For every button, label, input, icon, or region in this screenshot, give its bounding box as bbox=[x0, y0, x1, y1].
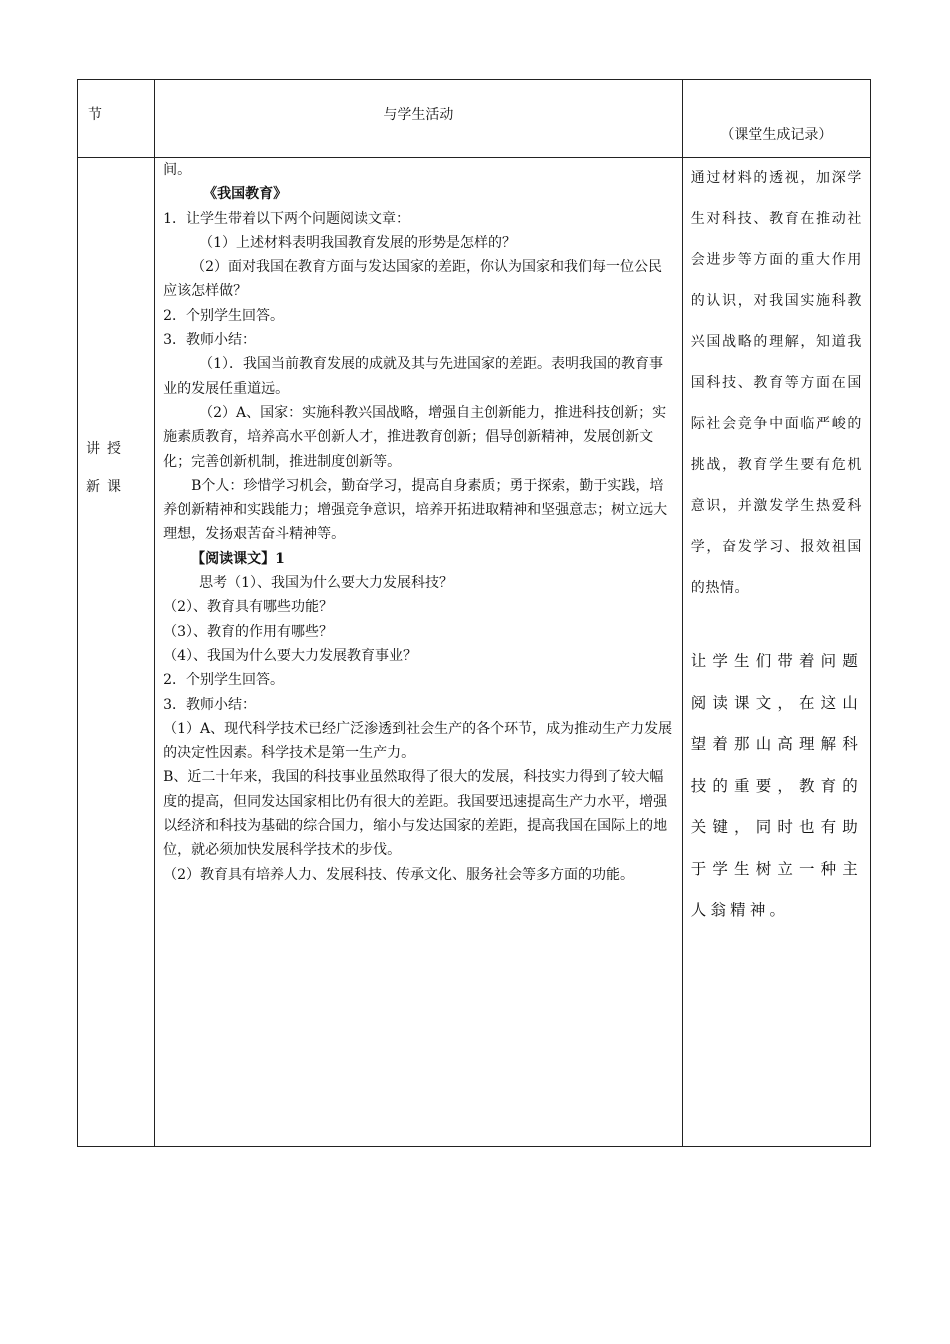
header-stage-cell: 节 bbox=[78, 80, 155, 158]
content-line: （1）．我国当前教育发展的成就及其与先进国家的差距。表明我国的教育事业的发展任重道远。 bbox=[163, 356, 663, 397]
content-line: 2．个别学生回答。 bbox=[163, 307, 285, 324]
content-line: （2）面对我国在教育方面与发达国家的差距，你认为国家和我们每一位公民应该怎样做？ bbox=[163, 259, 662, 300]
content-line: （4）、我国为什么要大力发展教育事业？ bbox=[163, 647, 417, 664]
content-line: 3．教师小结： bbox=[163, 696, 257, 713]
method-note-text: 让学生们带着问题阅读课文，在这山望着那山高理解科技的重要，教育的关键，同时也有助于学生树立一种主人翁精神。 bbox=[690, 652, 862, 919]
table-header-row bbox=[78, 80, 871, 158]
content-line: 1．让学生带着以下两个问题阅读文章： bbox=[163, 210, 410, 227]
lesson-plan-table bbox=[77, 79, 871, 1147]
content-heading: 《我国教育》 bbox=[203, 186, 288, 203]
content-line: （2）、教育具有哪些功能？ bbox=[163, 599, 334, 616]
content-line: 2．个别学生回答。 bbox=[163, 672, 285, 689]
content-line: （2）教育具有培养人力、发展科技、传承文化、服务社会等多方面的功能。 bbox=[163, 866, 634, 883]
header-activity-cell: 与学生活动 bbox=[155, 80, 683, 158]
table-body-row bbox=[78, 158, 871, 1147]
stage-cell bbox=[78, 158, 155, 1147]
content-line: B个人：珍惜学习机会，勤奋学习，提高自身素质；勇于探索，勤于实践，培养创新精神和实践能力；增强竞争意识，培养开拓进取精神和坚强意志；树立远大理想，发扬艰苦奋斗精神等。 bbox=[163, 477, 668, 543]
record-cell bbox=[682, 158, 870, 1147]
activity-content-cell bbox=[155, 158, 683, 1147]
content-line: （1）上述材料表明我国教育发展的形势是怎样的？ bbox=[199, 234, 516, 251]
content-line: 思考（1）、我国为什么要大力发展科技？ bbox=[199, 575, 453, 592]
content-line: （3）、教育的作用有哪些？ bbox=[163, 623, 334, 640]
stage-label: 讲授新课 bbox=[86, 441, 128, 495]
header-record-cell: （课堂生成记录） bbox=[682, 80, 870, 158]
content-line: （1）A、现代科学技术已经广泛渗透到社会生产的各个环节，成为推动生产力发展的决定性因素。科学技术是第一生产力。 bbox=[163, 720, 673, 762]
content-line: B、近二十年来，我国的科技事业虽然取得了很大的发展，科技实力得到了较大幅度的提高，但同发达国家相比仍有很大的差距。我国要迅速提高生产力水平，增强以经济和科技为基础的综合国力，缩小与发达国家的差距，提高我国在国际上的地位，就必须加快发展科学技术的步伐。 bbox=[163, 769, 668, 859]
content-line: （2）A、国家：实施科教兴国战略，增强自主创新能力，推进科技创新；实施素质教育，培养高水平创新人才，推进教育创新；倡导创新精神，发展创新文化；完善创新机制，推进制度创新等。 bbox=[163, 404, 667, 470]
design-purpose-text: 通过材料的透视，加深学生对科技、教育在推动社会进步等方面的重大作用的认识，对我国实施科教兴国战略的理解，知道我国科技、教育等方面在国际社会竞争中面临严峻的挑战，教育学生要有危机意识，并激发学生热爱科学，奋发学习、报效祖国的热情。 bbox=[690, 170, 862, 596]
content-line: 间。 bbox=[163, 162, 192, 178]
content-heading: 【阅读课文】1 bbox=[191, 550, 285, 567]
content-line: 3．教师小结： bbox=[163, 332, 257, 349]
